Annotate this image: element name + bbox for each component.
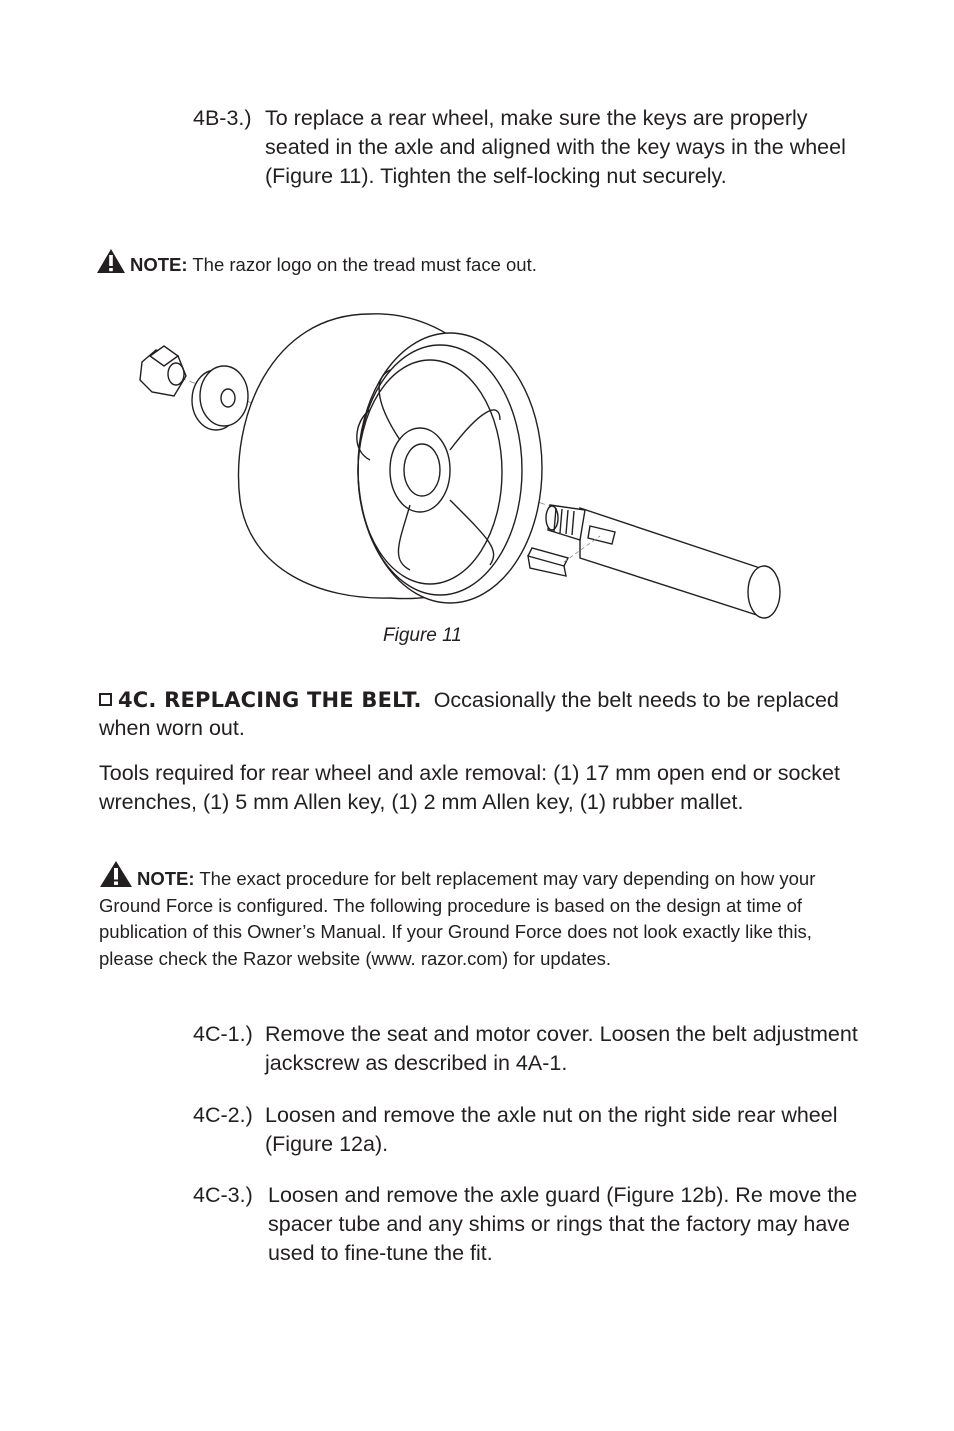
step-4c-1 [193,1020,873,1078]
section-heading: 4C. REPLACING THE BELT. [118,688,422,712]
note-belt-procedure [99,860,859,972]
step-number: 4C-1.) [193,1022,253,1046]
axle [546,505,780,618]
section-4c [99,686,859,742]
step-text: Remove the seat and motor cover. Loosen the belt adjustment jackscrew as described in 4A-1. [265,1022,858,1075]
step-text: Loosen and remove the axle guard (Figure 12b). Re move the spacer tube and any shims or rings that the factory may have used to fine-tune the fit. [268,1183,858,1265]
step-4c-3 [193,1181,873,1268]
note-label: NOTE: [137,868,195,889]
checkbox-icon [99,693,112,706]
lock-nut [140,346,186,396]
note-label: NOTE: [130,254,188,275]
warning-icon [96,248,126,274]
axle-key [528,548,568,576]
step-number: 4C-2.) [193,1103,253,1127]
washer [192,366,248,430]
step-text: Loosen and remove the axle nut on the right side rear wheel (Figure 12a). [265,1103,838,1156]
section-intro: Occasionally the belt needs to be replaced when worn out. [99,688,839,740]
note-text: The razor logo on the tread must face out. [192,254,537,275]
rear-wheel-exploded-diagram [120,300,820,630]
note-text: The exact procedure for belt replacement may vary depending on how your Ground Force is configured. The following procedure is based on the design at time of publication of this Owner’s Manual. If your Ground Force does not look exactly like this, please check the Razor website (www. razor.com) for updates. [99,868,816,969]
warning-icon [99,860,133,888]
step-4c-2 [193,1101,873,1159]
figure-caption: Figure 11 [383,625,462,646]
tools-required: Tools required for rear wheel and axle removal: (1) 17 mm open end or socket wrenches, (1) 5 mm Allen key, (1) 2 mm Allen key, (1) rubber mallet. [99,761,840,814]
step-number: 4C-3.) [193,1183,253,1207]
step-number: 4B-3.) [193,106,252,130]
note-razor-logo [96,248,537,277]
step-4b-3 [193,104,873,191]
wheel [239,314,542,603]
step-text: To replace a rear wheel, make sure the keys are properly seated in the axle and aligned with the key ways in the wheel (Figure 11). Tighten the self-locking nut securely. [265,106,846,188]
